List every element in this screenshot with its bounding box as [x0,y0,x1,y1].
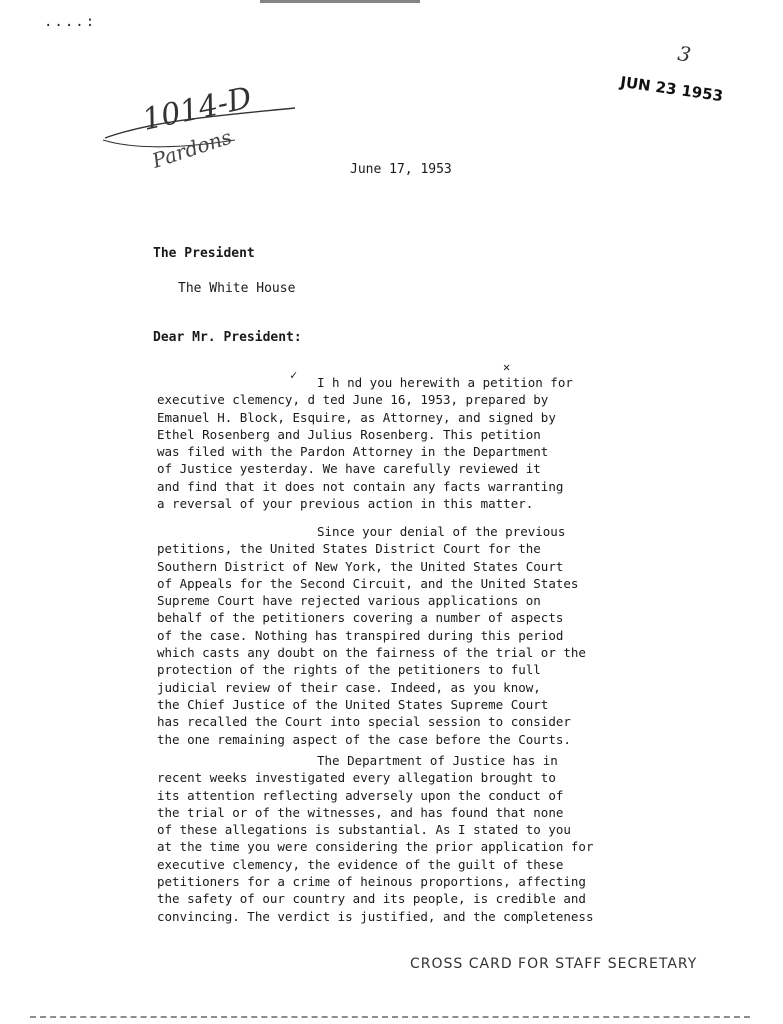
addressee-line2: The White House [178,281,296,296]
check-mark-icon: ✓ [290,368,298,382]
paragraph-line: executive clemency, d ted June 16, 1953, prepared by [157,392,549,408]
paragraph-2 [157,523,657,748]
paragraph-line: behalf of the petitioners covering a number of aspects [157,610,564,626]
bottom-edge-mark [30,1016,750,1020]
paragraph-line: of Appeals for the Second Circuit, and the United States [157,575,579,591]
handwritten-number: 1014-D [139,80,255,138]
stamp-number: 3 [676,41,693,67]
paragraph-line: The Department of Justice has in [317,753,558,768]
paragraph-line: Since your denial of the previous [317,524,566,539]
paragraph-line: executive clemency, the evidence of the guilt of these [157,856,564,872]
received-date-stamp: JUN 23 1953 [619,72,725,106]
paragraph-line: Ethel Rosenberg and Julius Rosenberg. This petition [157,426,541,442]
paragraph-line: a reversal of your previous action in this matter. [157,496,534,512]
handwritten-notation [95,60,335,180]
x-mark-icon: ✕ [503,360,511,374]
paragraph-line: petitions, the United States District Court for the [157,541,541,557]
paragraph-line: its attention reflecting adversely upon the conduct of [157,787,564,803]
paragraph-line: protection of the rights of the petitioners to full [157,662,541,678]
salutation: Dear Mr. President: [153,330,302,345]
addressee-line1: The President [153,246,255,261]
paragraph-line: was filed with the Pardon Attorney in the Department [157,444,549,460]
paragraph-line: which casts any doubt on the fairness of the trial or the [157,645,586,661]
paragraph-line: convincing. The verdict is justified, and the completeness [157,908,594,924]
paragraph-line: of these allegations is substantial. As I stated to you [157,822,571,838]
paragraph-line: at the time you were considering the prior application for [157,839,594,855]
handwritten-note: Pardons [149,124,235,173]
paragraph-line: the safety of our country and its people, is credible and [157,891,586,907]
paragraph-3 [157,752,657,925]
top-edge-mark [260,0,420,3]
paragraph-line: the one remaining aspect of the case before the Courts. [157,731,571,747]
paragraph-line: petitioners for a crime of heinous proportions, affecting [157,874,586,890]
paragraph-line: the Chief Justice of the United States Supreme Court [157,696,549,712]
paragraph-line: Supreme Court have rejected various applications on [157,593,541,609]
paragraph-line: of Justice yesterday. We have carefully reviewed it [157,461,541,477]
paragraph-line: of the case. Nothing has transpired during this period [157,627,564,643]
paragraph-line: judicial review of their case. Indeed, as you know, [157,679,541,695]
paragraph-line: the trial or of the witnesses, and has found that none [157,804,564,820]
paragraph-line: recent weeks investigated every allegation brought to [157,770,556,786]
paragraph-1 [157,374,657,512]
paragraph-line: and find that it does not contain any facts warranting [157,478,564,494]
paragraph-line: has recalled the Court into special session to consider [157,714,571,730]
paragraph-line: Southern District of New York, the United States Court [157,558,564,574]
letter-date: June 17, 1953 [350,162,452,177]
footer-stamp: CROSS CARD FOR STAFF SECRETARY [410,956,698,972]
paragraph-line: Emanuel H. Block, Esquire, as Attorney, and signed by [157,409,556,425]
corner-marks: ....: [44,14,97,30]
paragraph-line: I h nd you herewith a petition for [317,375,573,390]
